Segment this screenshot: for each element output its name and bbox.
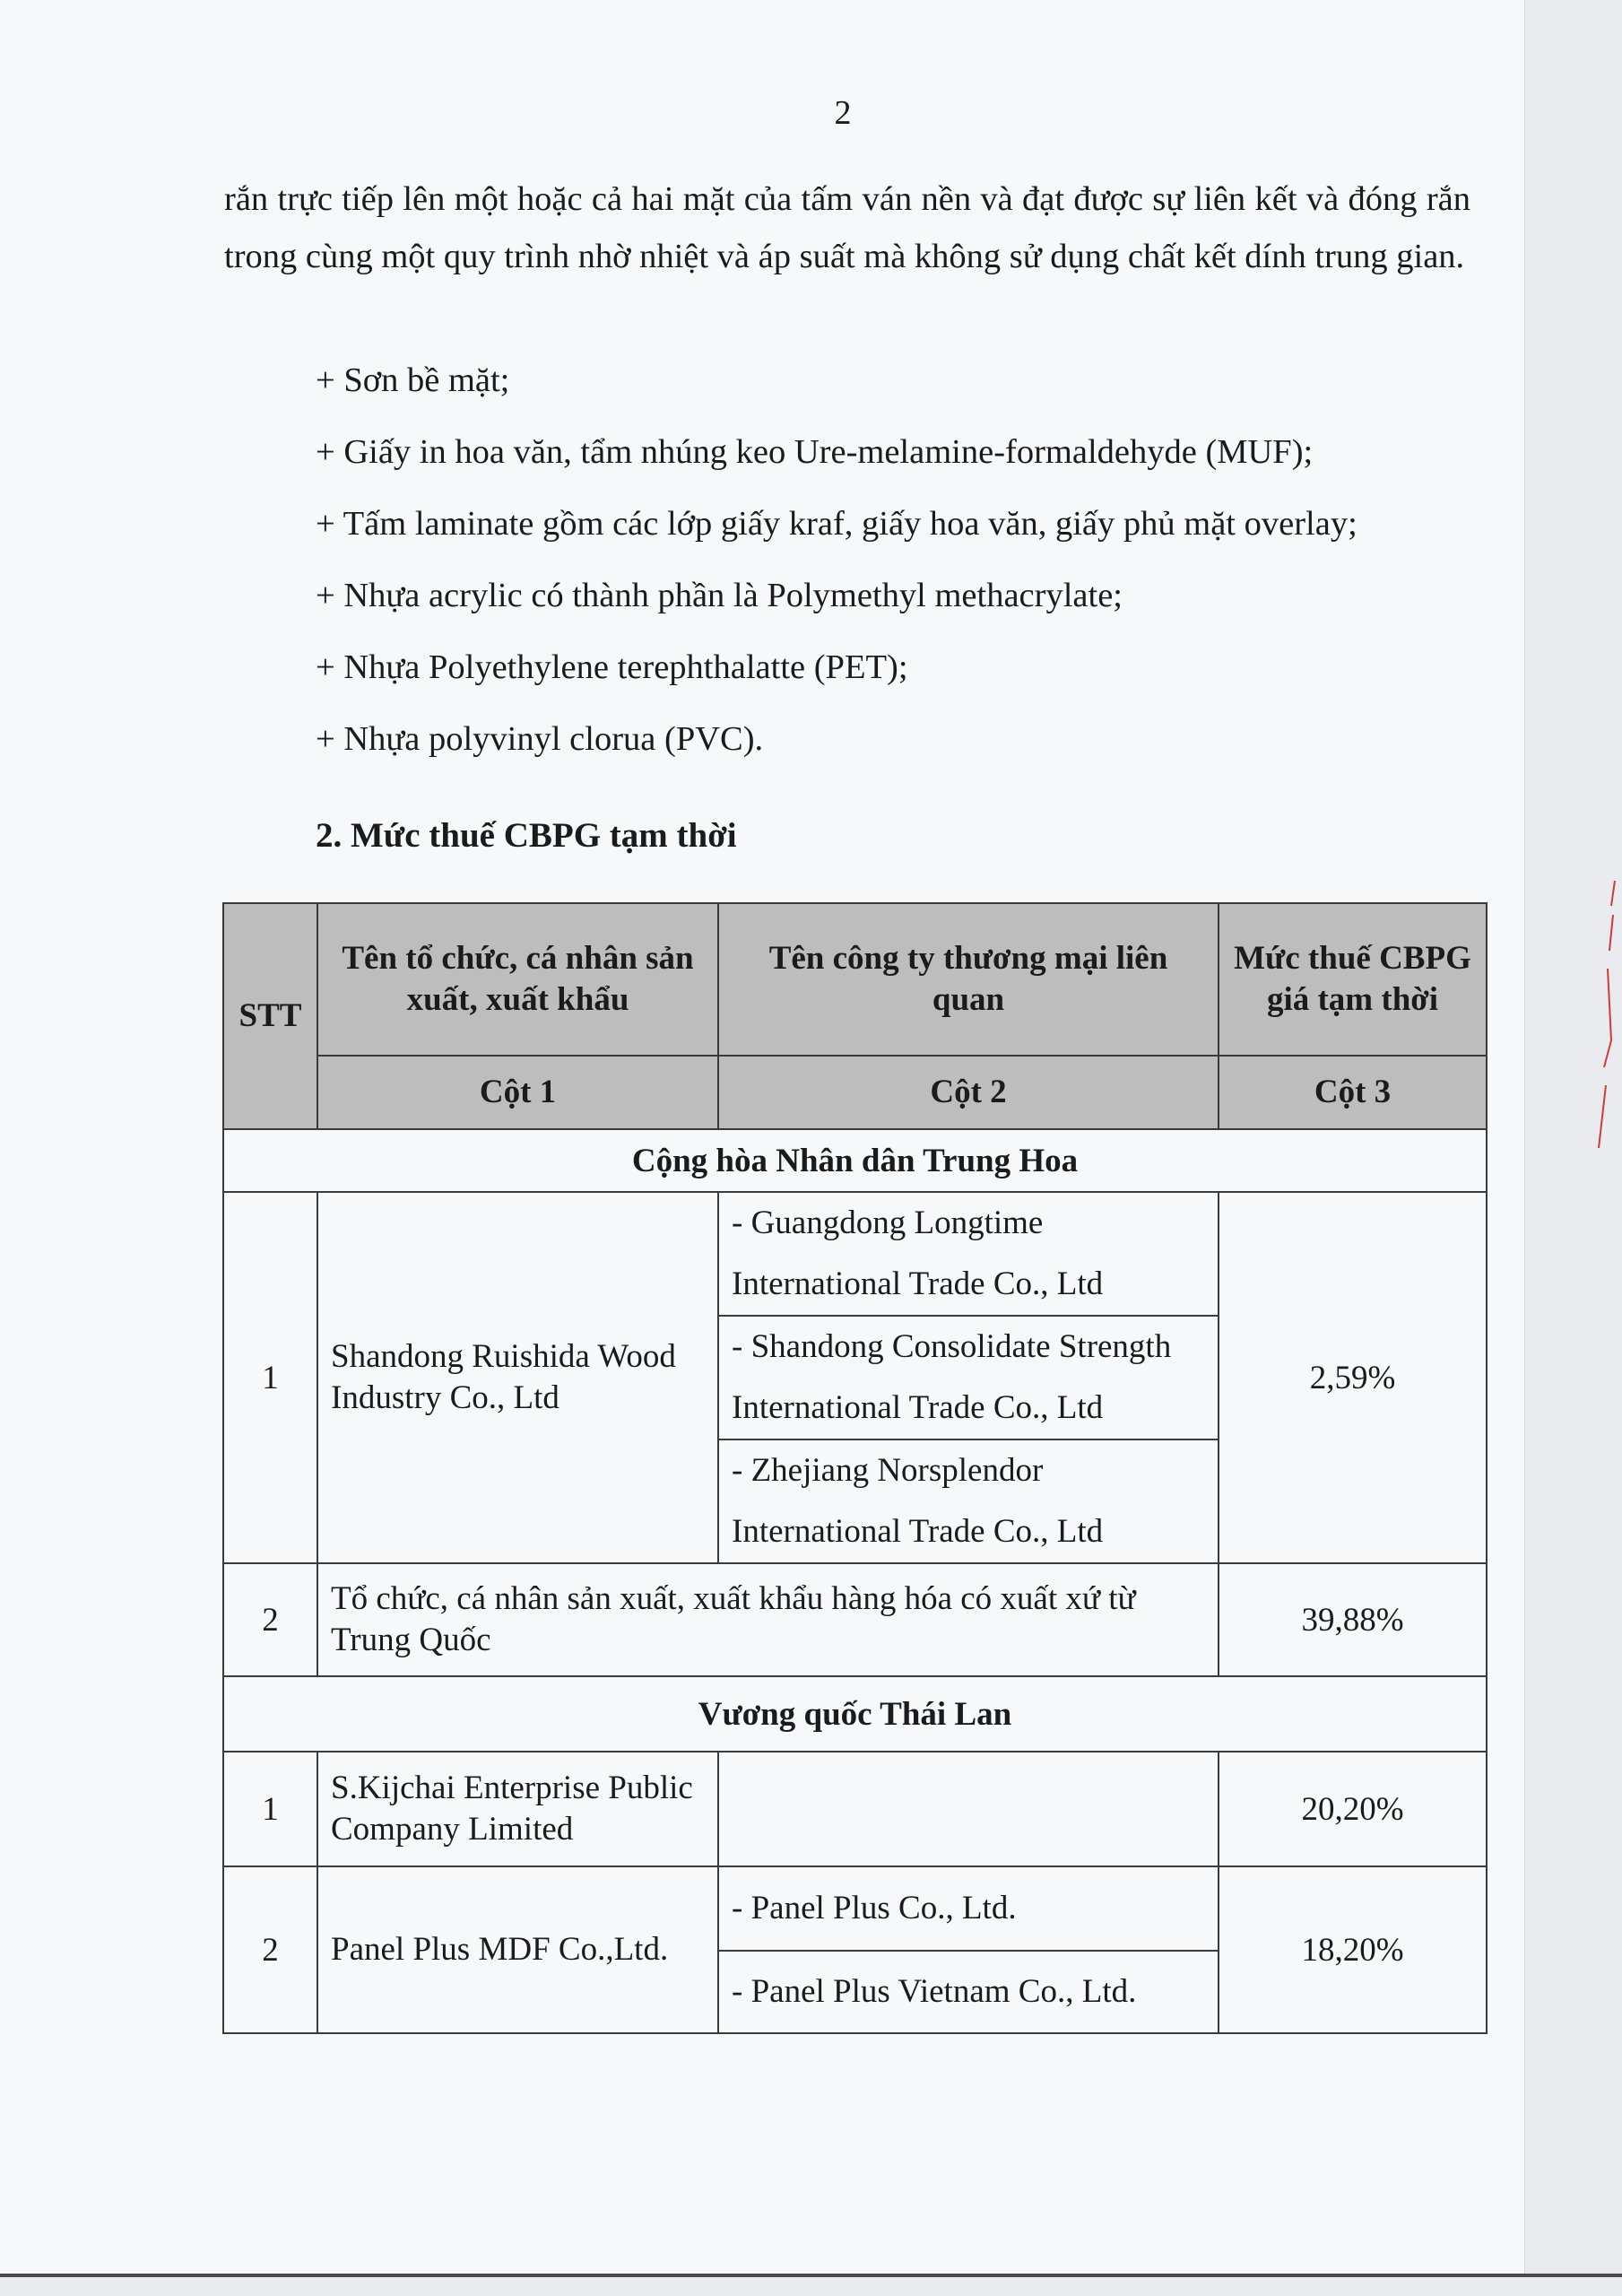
producer-name: Panel Plus MDF Co.,Ltd. (317, 1866, 718, 2033)
body-paragraph (224, 170, 1470, 285)
tariff-rate: 20,20% (1219, 1752, 1487, 1866)
header-col2: Tên công ty thương mại liên quan (718, 903, 1219, 1056)
country-row-china (223, 1129, 1487, 1192)
tariff-rate: 39,88% (1219, 1563, 1487, 1676)
table-row (223, 1563, 1487, 1676)
producer-name: S.Kijchai Enterprise Public Company Limited (317, 1752, 718, 1866)
trading-company: - Panel Plus Co., Ltd. (718, 1866, 1219, 1951)
row-stt: 1 (223, 1192, 317, 1563)
trading-company: - Guangdong Longtime International Trade Co., Ltd (718, 1192, 1219, 1316)
bullet-item: + Giấy in hoa văn, tẩm nhúng keo Ure-melamine-formaldehyde (MUF); (316, 433, 1314, 471)
bullet-item: + Tấm laminate gồm các lớp giấy kraf, giấy hoa văn, giấy phủ mặt overlay; (316, 505, 1357, 543)
producer-name: Tổ chức, cá nhân sản xuất, xuất khẩu hàng hóa có xuất xứ từ Trung Quốc (317, 1563, 1219, 1676)
bullet-item: + Nhựa polyvinyl clorua (PVC). (316, 720, 764, 758)
table-row (223, 1192, 1487, 1316)
trading-company: - Shandong Consolidate Strength International Trade Co., Ltd (718, 1316, 1219, 1439)
tariff-table (222, 902, 1488, 2034)
scan-edge (0, 2274, 1622, 2277)
producer-name: Shandong Ruishida Wood Industry Co., Ltd (317, 1192, 718, 1563)
country-name: Vương quốc Thái Lan (223, 1676, 1487, 1752)
country-name: Cộng hòa Nhân dân Trung Hoa (223, 1129, 1487, 1192)
row-stt: 1 (223, 1752, 317, 1866)
tariff-rate: 2,59% (1219, 1192, 1487, 1563)
header-col2-label: Cột 2 (718, 1056, 1219, 1129)
bullet-item: + Nhựa Polyethylene terephthalatte (PET); (316, 648, 908, 686)
page-number: 2 (834, 94, 852, 132)
header-col1-label: Cột 1 (317, 1056, 718, 1129)
header-col1: Tên tổ chức, cá nhân sản xuất, xuất khẩu (317, 903, 718, 1056)
table-header-row (223, 903, 1487, 1056)
header-col3: Mức thuế CBPG giá tạm thời (1219, 903, 1487, 1056)
header-stt: STT (223, 903, 317, 1129)
table-column-labels (223, 1056, 1487, 1129)
bullet-item: + Nhựa acrylic có thành phần là Polymethyl methacrylate; (316, 577, 1123, 614)
margin-mark (1592, 879, 1618, 1166)
table-row (223, 1866, 1487, 1951)
row-stt: 2 (223, 1866, 317, 2033)
trading-company: - Zhejiang Norsplendor International Trade Co., Ltd (718, 1439, 1219, 1563)
trading-company (718, 1752, 1219, 1866)
table-row (223, 1752, 1487, 1866)
tariff-rate: 18,20% (1219, 1866, 1487, 2033)
header-col3-label: Cột 3 (1219, 1056, 1487, 1129)
country-row-thailand (223, 1676, 1487, 1752)
bullet-list (316, 352, 1357, 782)
bullet-item: + Sơn bề mặt; (316, 361, 510, 399)
trading-company: - Panel Plus Vietnam Co., Ltd. (718, 1951, 1219, 2033)
paragraph-text: rắn trực tiếp lên một hoặc cả hai mặt của tấm ván nền và đạt được sự liên kết và đóng rắn trong cùng một quy trình nhờ nhiệt và áp suất mà không sử dụng chất kết dính trung gian. (224, 180, 1470, 275)
section-heading: 2. Mức thuế CBPG tạm thời (316, 816, 737, 855)
row-stt: 2 (223, 1563, 317, 1676)
